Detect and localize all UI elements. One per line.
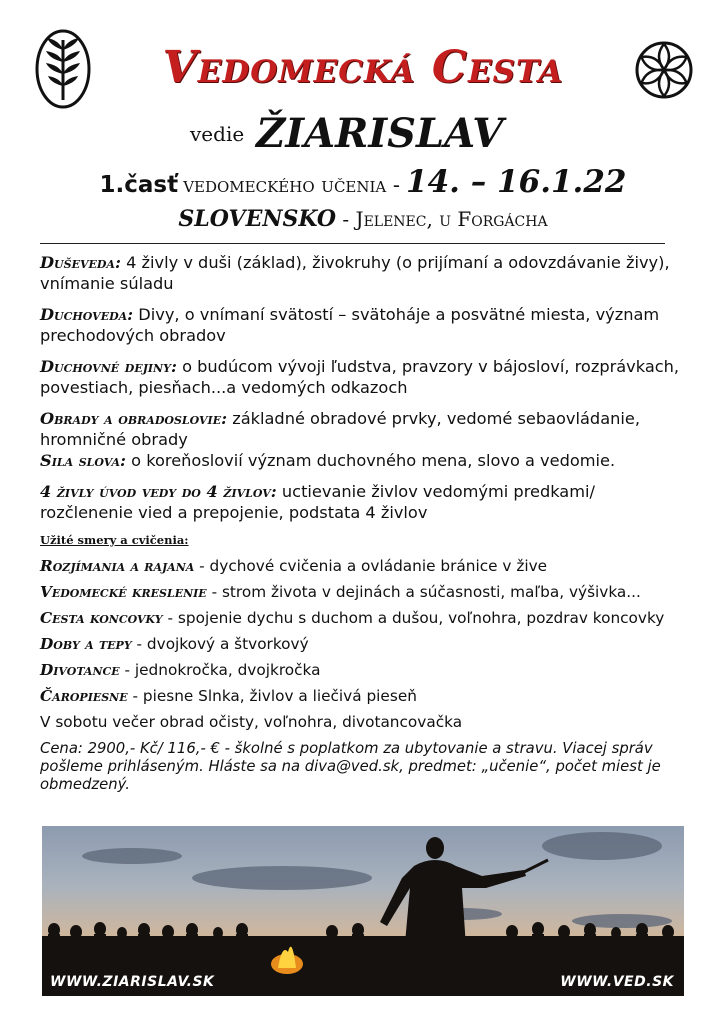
method-cesta-koncovky: [40, 609, 680, 628]
header-divider: [40, 243, 665, 244]
method-text: - dychové cvičenia a ovládanie bránice v žive: [194, 557, 548, 575]
topic-text: o koreňoslovií význam duchovného mena, slovo a vedomie.: [126, 451, 616, 470]
method-term: Rozjímania a rajana: [40, 557, 195, 575]
method-term: Doby a tepy: [40, 635, 132, 653]
method-text: - piesne Slnka, živlov a liečivá pieseň: [127, 687, 417, 705]
leader-prefix: vedie: [190, 122, 245, 146]
method-kreslenie: [40, 583, 680, 602]
topic-duchoveda: [40, 304, 680, 346]
method-rozjimania: [40, 557, 680, 576]
topic-text: Divy, o vnímaní svätostí – svätoháje a posvätné miesta, význam prechodových obradov: [40, 305, 660, 345]
website-caption-ziarislav: WWW.ZIARISLAV.SK: [50, 974, 215, 990]
topic-text: uctievanie živlov vedomými predkami/ rozčlenenie vied a prepojenie, podstata 4 živlov: [40, 482, 595, 522]
topic-duchovne-dejiny: [40, 356, 680, 398]
course-dates: 14. – 16.1.22: [406, 164, 627, 200]
topic-term: Sila slova:: [40, 451, 126, 470]
leader-name: ŽIARISLAV: [256, 110, 504, 157]
location-line: [48, 206, 678, 232]
location-place: - Jelenec, u Forgácha: [336, 207, 548, 231]
topic-term: 4 živly úvod vedy do 4 živlov:: [40, 482, 277, 501]
topic-term: Duchovné dejiny:: [40, 357, 177, 376]
ritual-photo: [42, 826, 684, 996]
price-note: Cena: 2900,- Kč/ 116,- € - školné s poplatkom za ubytovanie a stravu. Viacej správ pošleme prihláseným. Hláste sa na diva@ved.sk, predmet: „učenie“, počet miest je obmedzený.: [40, 740, 661, 793]
saturday-note: V sobotu večer obrad očisty, voľnohra, divotancovačka: [40, 713, 463, 731]
topic-text: základné obradové prvky, vedomé sebaovládanie, hromničné obrady: [40, 409, 640, 449]
topic-term: Duševeda:: [40, 253, 121, 272]
method-term: Divotance: [40, 661, 120, 679]
method-doby-a-tepy: [40, 635, 680, 654]
part-description: vedomeckého učenia -: [183, 173, 401, 197]
page-title: Vedomecká Cesta: [162, 42, 564, 93]
wheat-sprig-icon: [34, 28, 92, 110]
method-caropiesne: [40, 687, 680, 706]
course-content: [40, 252, 680, 794]
method-term: Cesta koncovky: [40, 609, 163, 627]
method-text: - strom života v dejinách a súčasnosti, maľba, výšivka...: [206, 583, 641, 601]
part-label: 1.časť: [99, 172, 179, 198]
topic-term: Obrady a obradoslovie:: [40, 409, 228, 428]
six-petal-rosette-icon: [634, 40, 694, 100]
topic-term: Duchoveda:: [40, 305, 134, 324]
topic-sila-slova: [40, 450, 680, 471]
method-term: Čaropiesne: [40, 687, 128, 705]
topic-obrady: [40, 408, 680, 450]
topic-duseveda: [40, 252, 680, 294]
topic-4-zivly: [40, 481, 680, 523]
website-caption-ved: WWW.VED.SK: [560, 974, 674, 990]
method-text: - jednokročka, dvojkročka: [119, 661, 321, 679]
methods-heading: Užité smery a cvičenia:: [40, 533, 189, 547]
course-part-line: [48, 164, 678, 200]
topic-text: o budúcom vývoji ľudstva, pravzory v bájosloví, rozprávkach, povestiach, piesňach...a vedomých odkazoch: [40, 357, 680, 397]
method-text: - spojenie dychu s duchom a dušou, voľnohra, pozdrav koncovky: [162, 609, 665, 627]
method-divotance: [40, 661, 680, 680]
leader-line: [190, 110, 550, 157]
method-term: Vedomecké kreslenie: [40, 583, 207, 601]
topic-text: 4 živly v duši (základ), živokruhy (o prijímaní a odovzdávanie živy), vnímanie súladu: [40, 253, 670, 293]
location-country: SLOVENSKO: [178, 206, 337, 232]
method-text: - dvojkový a štvorkový: [131, 635, 309, 653]
